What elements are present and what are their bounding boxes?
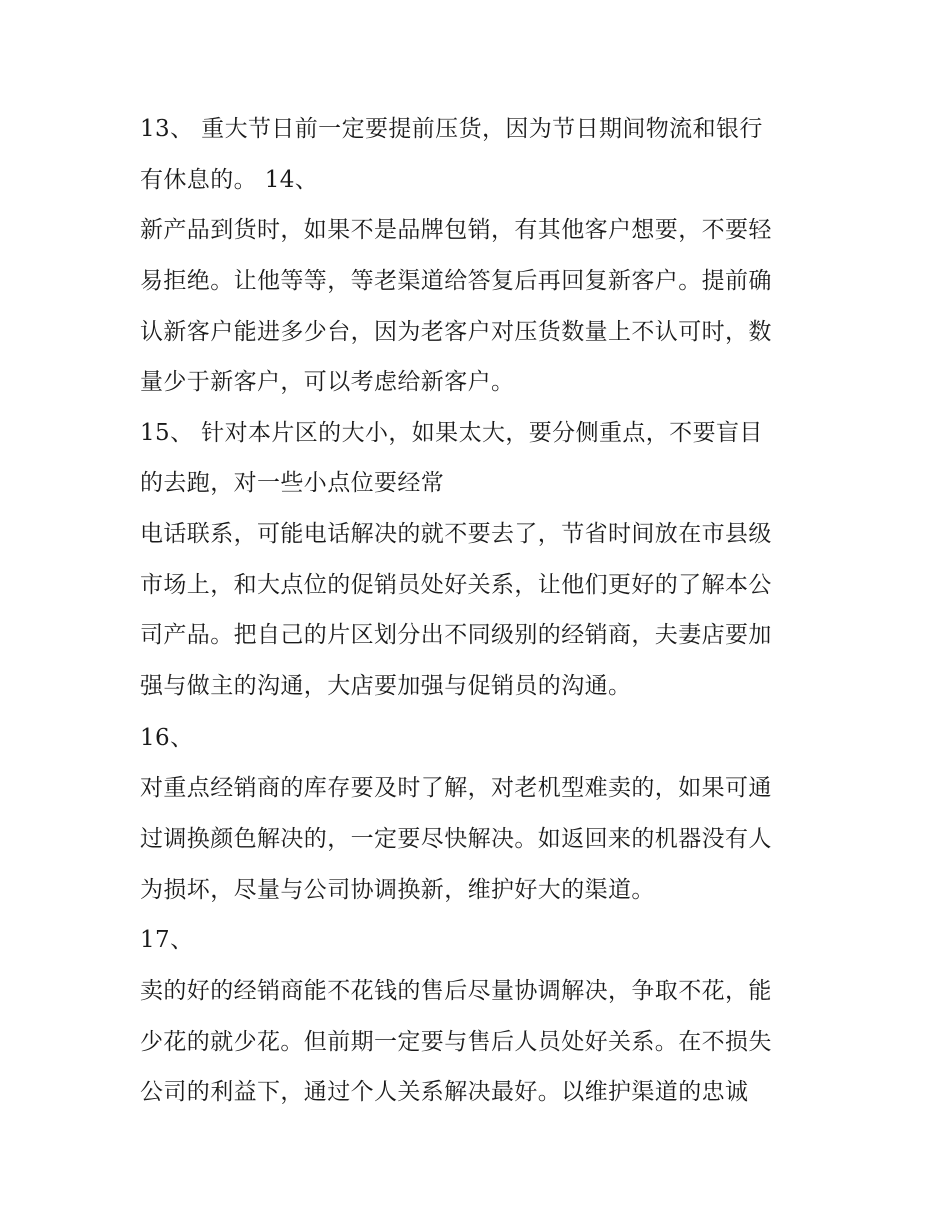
text-line: 13、 重大节日前一定要提前压货，因为节日期间物流和银行 xyxy=(140,116,763,142)
text-line: 司产品。把自己的片区划分出不同级别的经销商，夫妻店要加 xyxy=(140,622,772,648)
text-line: 市场上，和大点位的促销员处好关系，让他们更好的了解本公 xyxy=(140,572,772,598)
text-line: 强与做主的沟通，大店要加强与促销员的沟通。 xyxy=(140,673,632,699)
text-line: 认新客户能进多少台，因为老客户对压货数量上不认可时，数 xyxy=(140,319,772,345)
text-line: 量少于新客户，可以考虑给新客户。 xyxy=(140,369,515,395)
text-line: 电话联系，可能电话解决的就不要去了，节省时间放在市县级 xyxy=(140,521,772,547)
text-line: 公司的利益下，通过个人关系解决最好。以维护渠道的忠诚 xyxy=(140,1079,749,1105)
text-line: 有休息的。 14、 xyxy=(140,167,319,193)
text-line: 为损坏，尽量与公司协调换新，维护好大的渠道。 xyxy=(140,877,655,903)
text-line: 16、 xyxy=(140,725,194,751)
text-line: 易拒绝。让他等等，等老渠道给答复后再回复新客户。提前确 xyxy=(140,268,772,294)
text-line: 过调换颜色解决的，一定要尽快解决。如返回来的机器没有人 xyxy=(140,826,772,852)
text-line: 少花的就少花。但前期一定要与售后人员处好关系。在不损失 xyxy=(140,1029,772,1055)
text-line: 的去跑，对一些小点位要经常 xyxy=(140,470,445,496)
text-line: 15、 针对本片区的大小，如果太大，要分侧重点，不要盲目 xyxy=(140,420,763,446)
text-line: 17、 xyxy=(140,927,194,953)
text-line: 新产品到货时，如果不是品牌包销，有其他客户想要，不要轻 xyxy=(140,217,772,243)
text-line: 对重点经销商的库存要及时了解，对老机型难卖的，如果可通 xyxy=(140,775,772,801)
text-line: 卖的好的经销商能不花钱的售后尽量协调解决，争取不花，能 xyxy=(140,978,772,1004)
